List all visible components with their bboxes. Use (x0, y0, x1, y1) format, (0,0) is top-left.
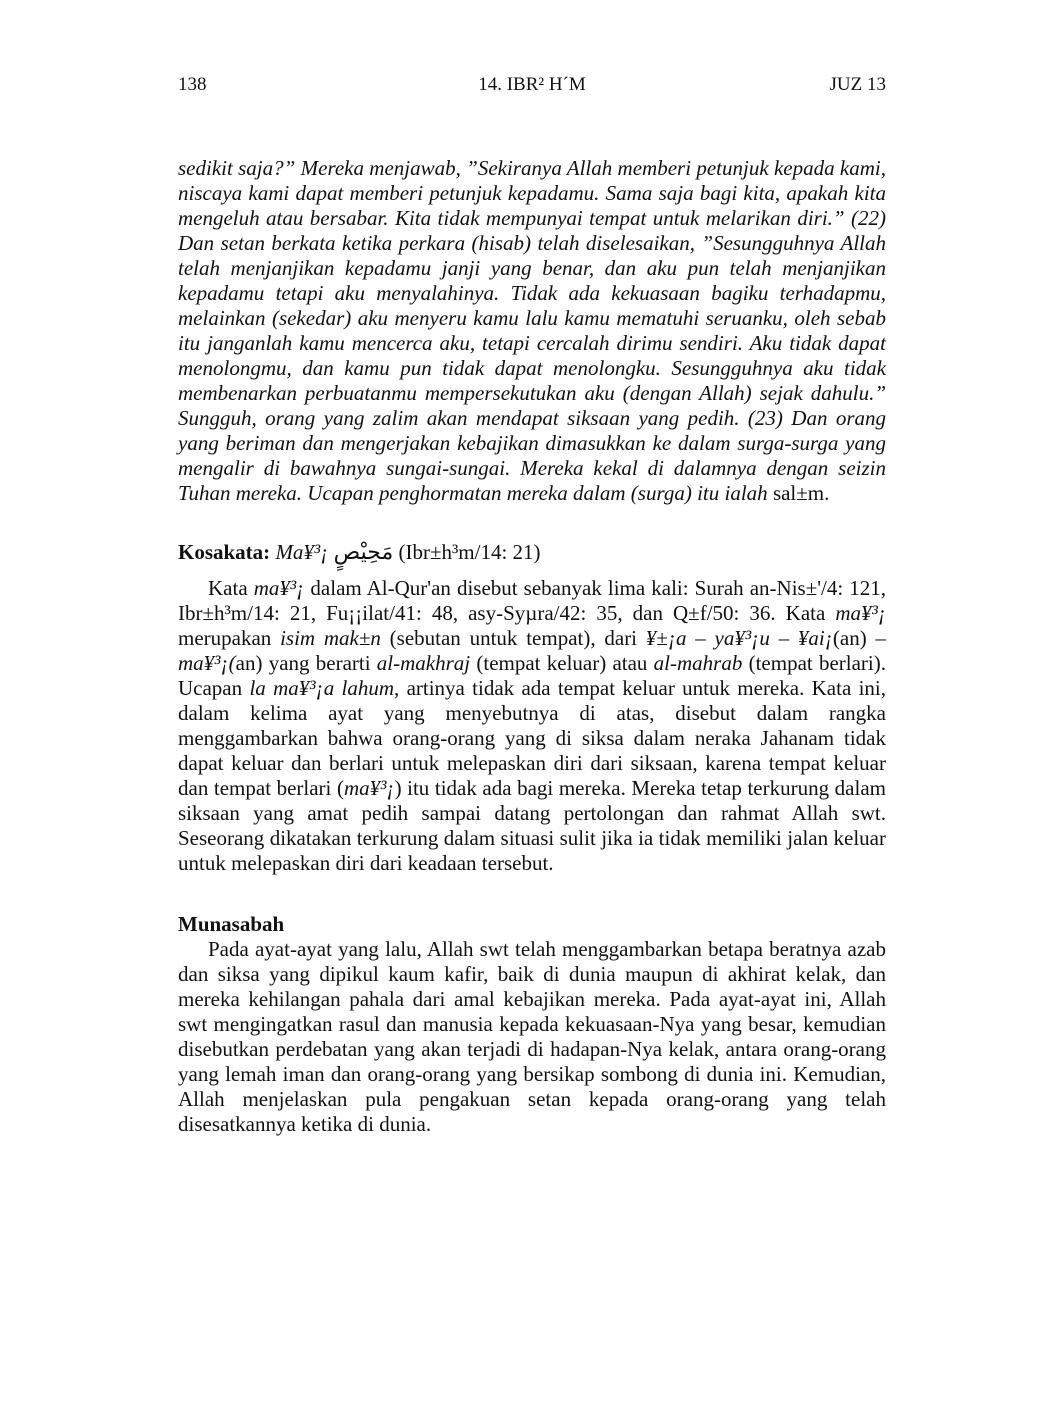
kosakata-heading (178, 539, 886, 566)
juz-label: JUZ 13 (829, 74, 886, 95)
kosakata-run: al-makhraj (376, 651, 471, 675)
translation-paragraph (178, 156, 886, 506)
kosakata-run: (tempat berlari). Ucapan (178, 651, 887, 700)
running-header (178, 74, 886, 104)
kosakata-run: al-mahrab (653, 651, 743, 675)
book-page (178, 74, 886, 1137)
kosakata-run: ¥±¡a – ya¥³¡u – ¥ai¡ (645, 626, 833, 650)
kosakata-run: dalam Al-Qur'an disebut sebanyak lima kali: Surah an-Nis±'/4: 121, Ibr±h³m/14: 21, Fu¡¡ilat/41: 48, asy-Syµra/42: 35, dan Q±f/50: 36. Kata (178, 576, 886, 625)
munasabah-paragraph: Pada ayat-ayat yang lalu, Allah swt telah menggambarkan betapa beratnya azab dan siksa yang dipikul kaum kafir, baik di dunia maupun di akhirat kelak, dan mereka kehilangan pahala dari amal kebajikan mereka. Pada ayat-ayat ini, Allah swt mengingatkan rasul dan manusia kepada kekuasaan-Nya yang besar, kemudian disebutkan perdebatan yang akan terjadi di hadapan-Nya kelak, antara orang-orang yang lemah iman dan orang-orang yang bersikap sombong di dunia ini. Kemudian, Allah menjelaskan pula pengakuan setan kepada orang-orang yang telah disesatkannya ketika di dunia. (178, 937, 886, 1136)
kosakata-run: ma¥³¡ (835, 601, 886, 625)
kosakata-label: Kosakata: (178, 540, 271, 564)
kosakata-run: ma¥³¡ (343, 776, 395, 800)
translation-text: sedikit saja?” Mereka menjawab, ”Sekiranya Allah memberi petunjuk kepada kami, niscaya kami dapat memberi petunjuk kepadamu. Sama saja bagi kita, apakah kita mengeluh atau bersabar. Kita tidak mempunyai tempat untuk melarikan diri.” (22) Dan setan berkata ketika perkara (hisab) telah diselesaikan, ”Sesungguhnya Allah telah menjanjikan kepadamu janji yang benar, dan aku pun telah menjanjikan kepadamu tetapi aku menyalahinya. Tidak ada kekuasaan bagiku terhadapmu, melainkan (sekedar) aku menyeru kamu lalu kamu mematuhi seruanku, oleh sebab itu janganlah kamu mencerca aku, tetapi cercalah dirimu sendiri. Aku tidak dapat menolongmu, dan kamu pun tidak dapat menolongku. Sesungguhnya aku tidak membenarkan perbuatanmu mempersekutukan aku (dengan Allah) sejak dahulu.” Sungguh, orang yang zalim akan mendapat siksaan yang pedih. (23) Dan orang yang beriman dan mengerjakan kebajikan dimasukkan ke dalam surga-surga yang mengalir di bawahnya sungai-sungai. Mereka kekal di dalamnya dengan seizin Tuhan mereka. Ucapan penghormatan mereka dalam (surga) itu ialah (178, 156, 886, 505)
kosakata-run: isim mak±n (280, 626, 381, 650)
kosakata-run: , artinya tidak ada tempat keluar untuk mereka. Kata ini, dalam kelima ayat yang menyebutnya di atas, disebut dalam rangka menggambarkan bahwa orang-orang yang di siksa dalam neraka Jahanam tidak dapat keluar dan berlari untuk melepaskan diri dari siksaan, karena tempat keluar dan tempat berlari ( (178, 676, 886, 800)
translation-end-word: sal±m. (772, 481, 830, 505)
kosakata-run: (tempat keluar) atau (470, 651, 654, 675)
page-number: 138 (178, 74, 207, 95)
kosakata-run: (sebutan untuk tempat), dari (380, 626, 646, 650)
kosakata-run: merupakan (178, 626, 281, 650)
kosakata-run: ma¥³¡ (253, 576, 305, 600)
kosakata-run: la ma¥³¡a lahum (249, 676, 395, 700)
kosakata-run: ) itu tidak ada bagi mereka. Mereka tetap terkurung dalam siksaan yang amat pedih sampai datang pertolongan dan rahmat Allah swt. Seseorang dikatakan terkurung dalam situasi sulit jika ia tidak memiliki jalan keluar untuk melepaskan diri dari keadaan tersebut. (178, 776, 886, 875)
kosakata-term: Ma¥³¡ (275, 540, 329, 564)
munasabah-heading: Munasabah (178, 912, 285, 936)
chapter-title: 14. IBR² H´M (478, 74, 586, 95)
kosakata-run: an) yang berarti (235, 651, 377, 675)
kosakata-arabic: مَحِيْصٍ (333, 540, 394, 565)
kosakata-paragraph (178, 576, 886, 876)
kosakata-run: Kata (208, 576, 254, 600)
kosakata-run: (an) – (832, 626, 886, 650)
kosakata-run: ma¥³¡( (178, 651, 236, 675)
kosakata-reference: (Ibr±h³m/14: 21) (398, 540, 541, 564)
